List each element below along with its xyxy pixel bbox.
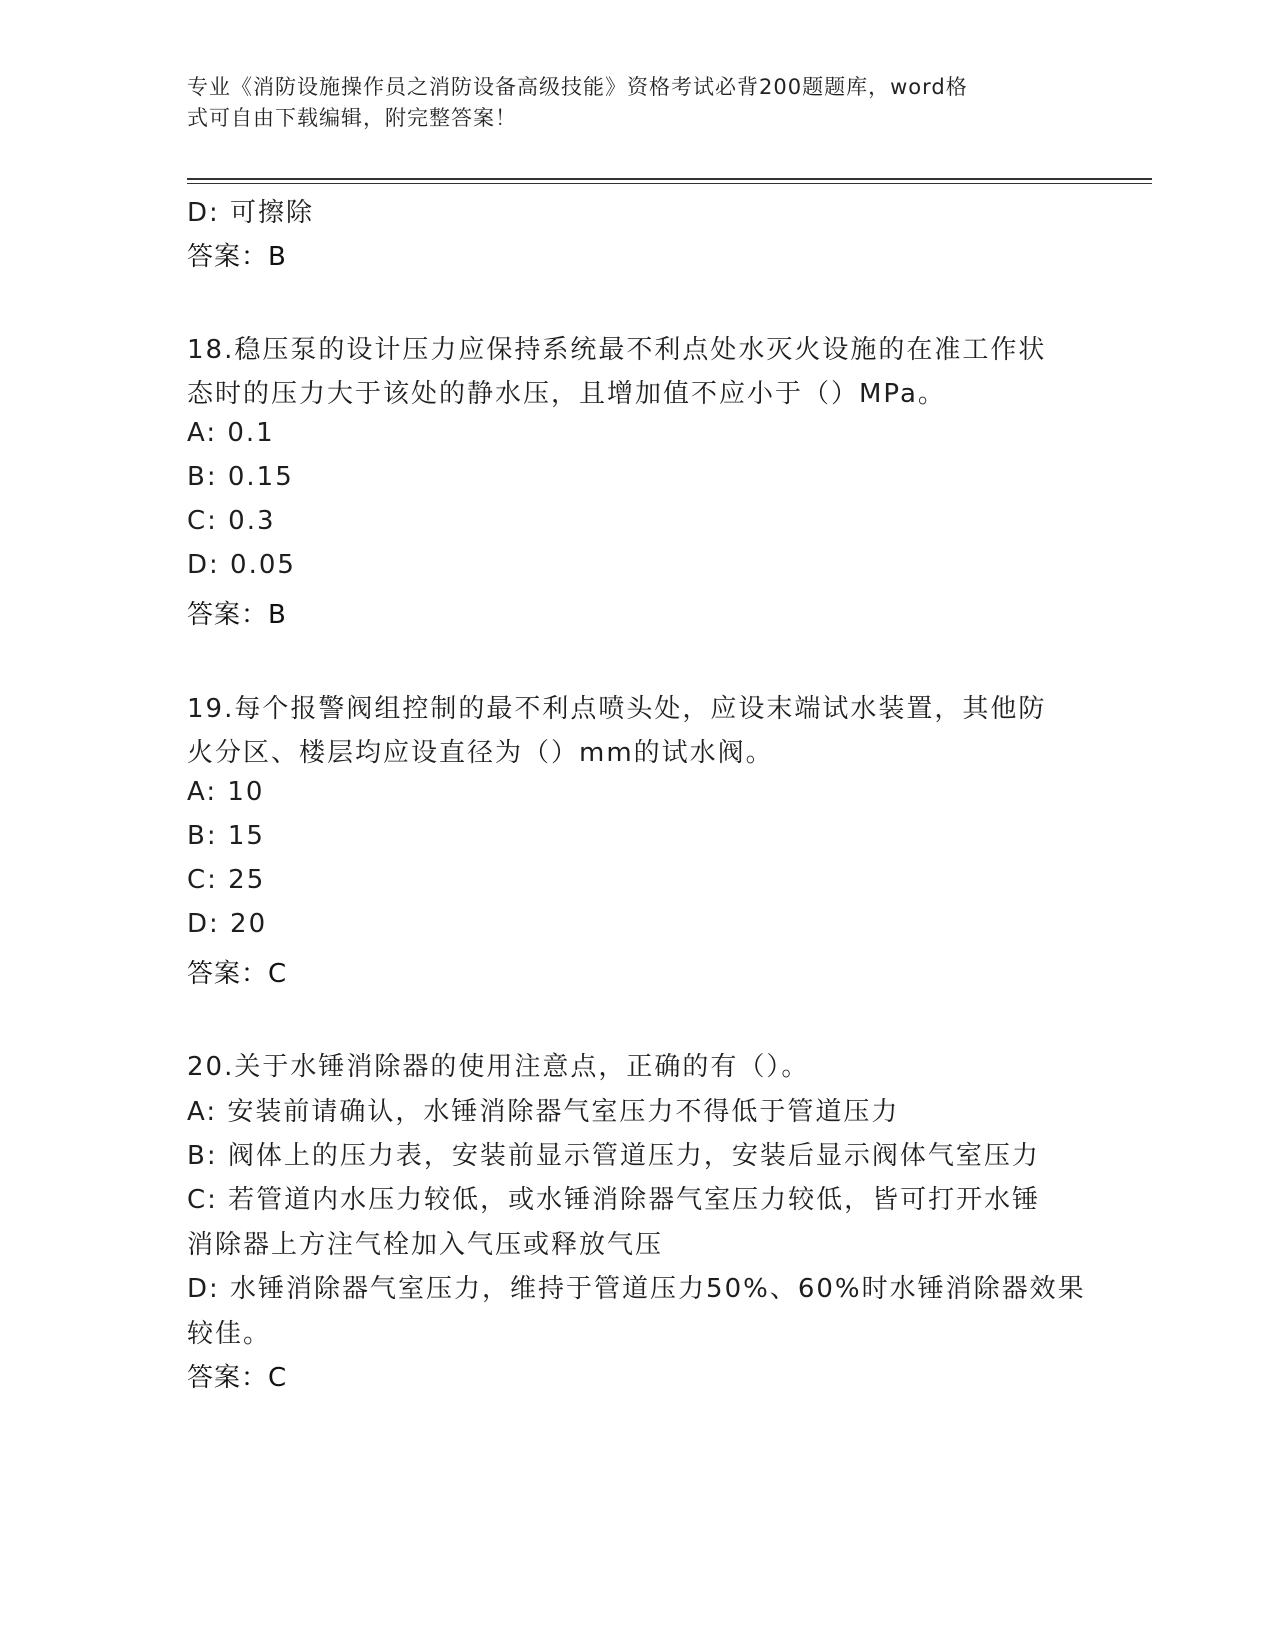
header-line-2: 式可自由下载编辑，附完整答案！ [187, 106, 517, 130]
q19-answer: 答案：C [187, 959, 288, 989]
q19-stem-line-2: 火分区、楼层均应设直径为（）mm的试水阀。 [187, 738, 774, 768]
q18-stem-line-1: 18.稳压泵的设计压力应保持系统最不利点处水灭火设施的在准工作状 [187, 335, 1047, 365]
q20-option-d-line-2: 较佳。 [187, 1319, 272, 1349]
q19-option-b: B: 15 [187, 821, 265, 851]
header-divider [187, 178, 1152, 180]
q20-option-c-line-1: C: 若管道内水压力较低，或水锤消除器气室压力较低，皆可打开水锤 [187, 1185, 1041, 1215]
q19-option-a: A: 10 [187, 777, 265, 807]
q18-option-b: B: 0.15 [187, 462, 294, 492]
prev-answer: 答案：B [187, 242, 287, 272]
q19-option-d: D: 20 [187, 909, 268, 939]
q20-stem: 20.关于水锤消除器的使用注意点，正确的有（）。 [187, 1052, 810, 1082]
q18-stem-line-2: 态时的压力大于该处的静水压，且增加值不应小于（）MPa。 [187, 379, 946, 409]
q19-stem-line-1: 19.每个报警阀组控制的最不利点喷头处，应设末端试水装置，其他防 [187, 694, 1047, 724]
prev-option-d: D: 可擦除 [187, 198, 315, 228]
q20-option-a: A: 安装前请确认，水锤消除器气室压力不得低于管道压力 [187, 1097, 900, 1127]
q20-option-b: B: 阀体上的压力表，安装前显示管道压力，安装后显示阀体气室压力 [187, 1141, 1040, 1171]
header-line-1: 专业《消防设施操作员之消防设备高级技能》资格考试必背200题题库，word格 [187, 75, 968, 99]
q18-option-d: D: 0.05 [187, 550, 296, 580]
q18-option-a: A: 0.1 [187, 418, 275, 448]
q20-answer: 答案：C [187, 1363, 288, 1393]
q20-option-d-line-1: D: 水锤消除器气室压力，维持于管道压力50%、60%时水锤消除器效果 [187, 1274, 1086, 1304]
q18-answer: 答案：B [187, 600, 287, 630]
page-header [187, 72, 1067, 134]
q18-option-c: C: 0.3 [187, 506, 276, 536]
q19-option-c: C: 25 [187, 865, 266, 895]
q20-option-c-line-2: 消除器上方注气栓加入气压或释放气压 [187, 1230, 664, 1260]
